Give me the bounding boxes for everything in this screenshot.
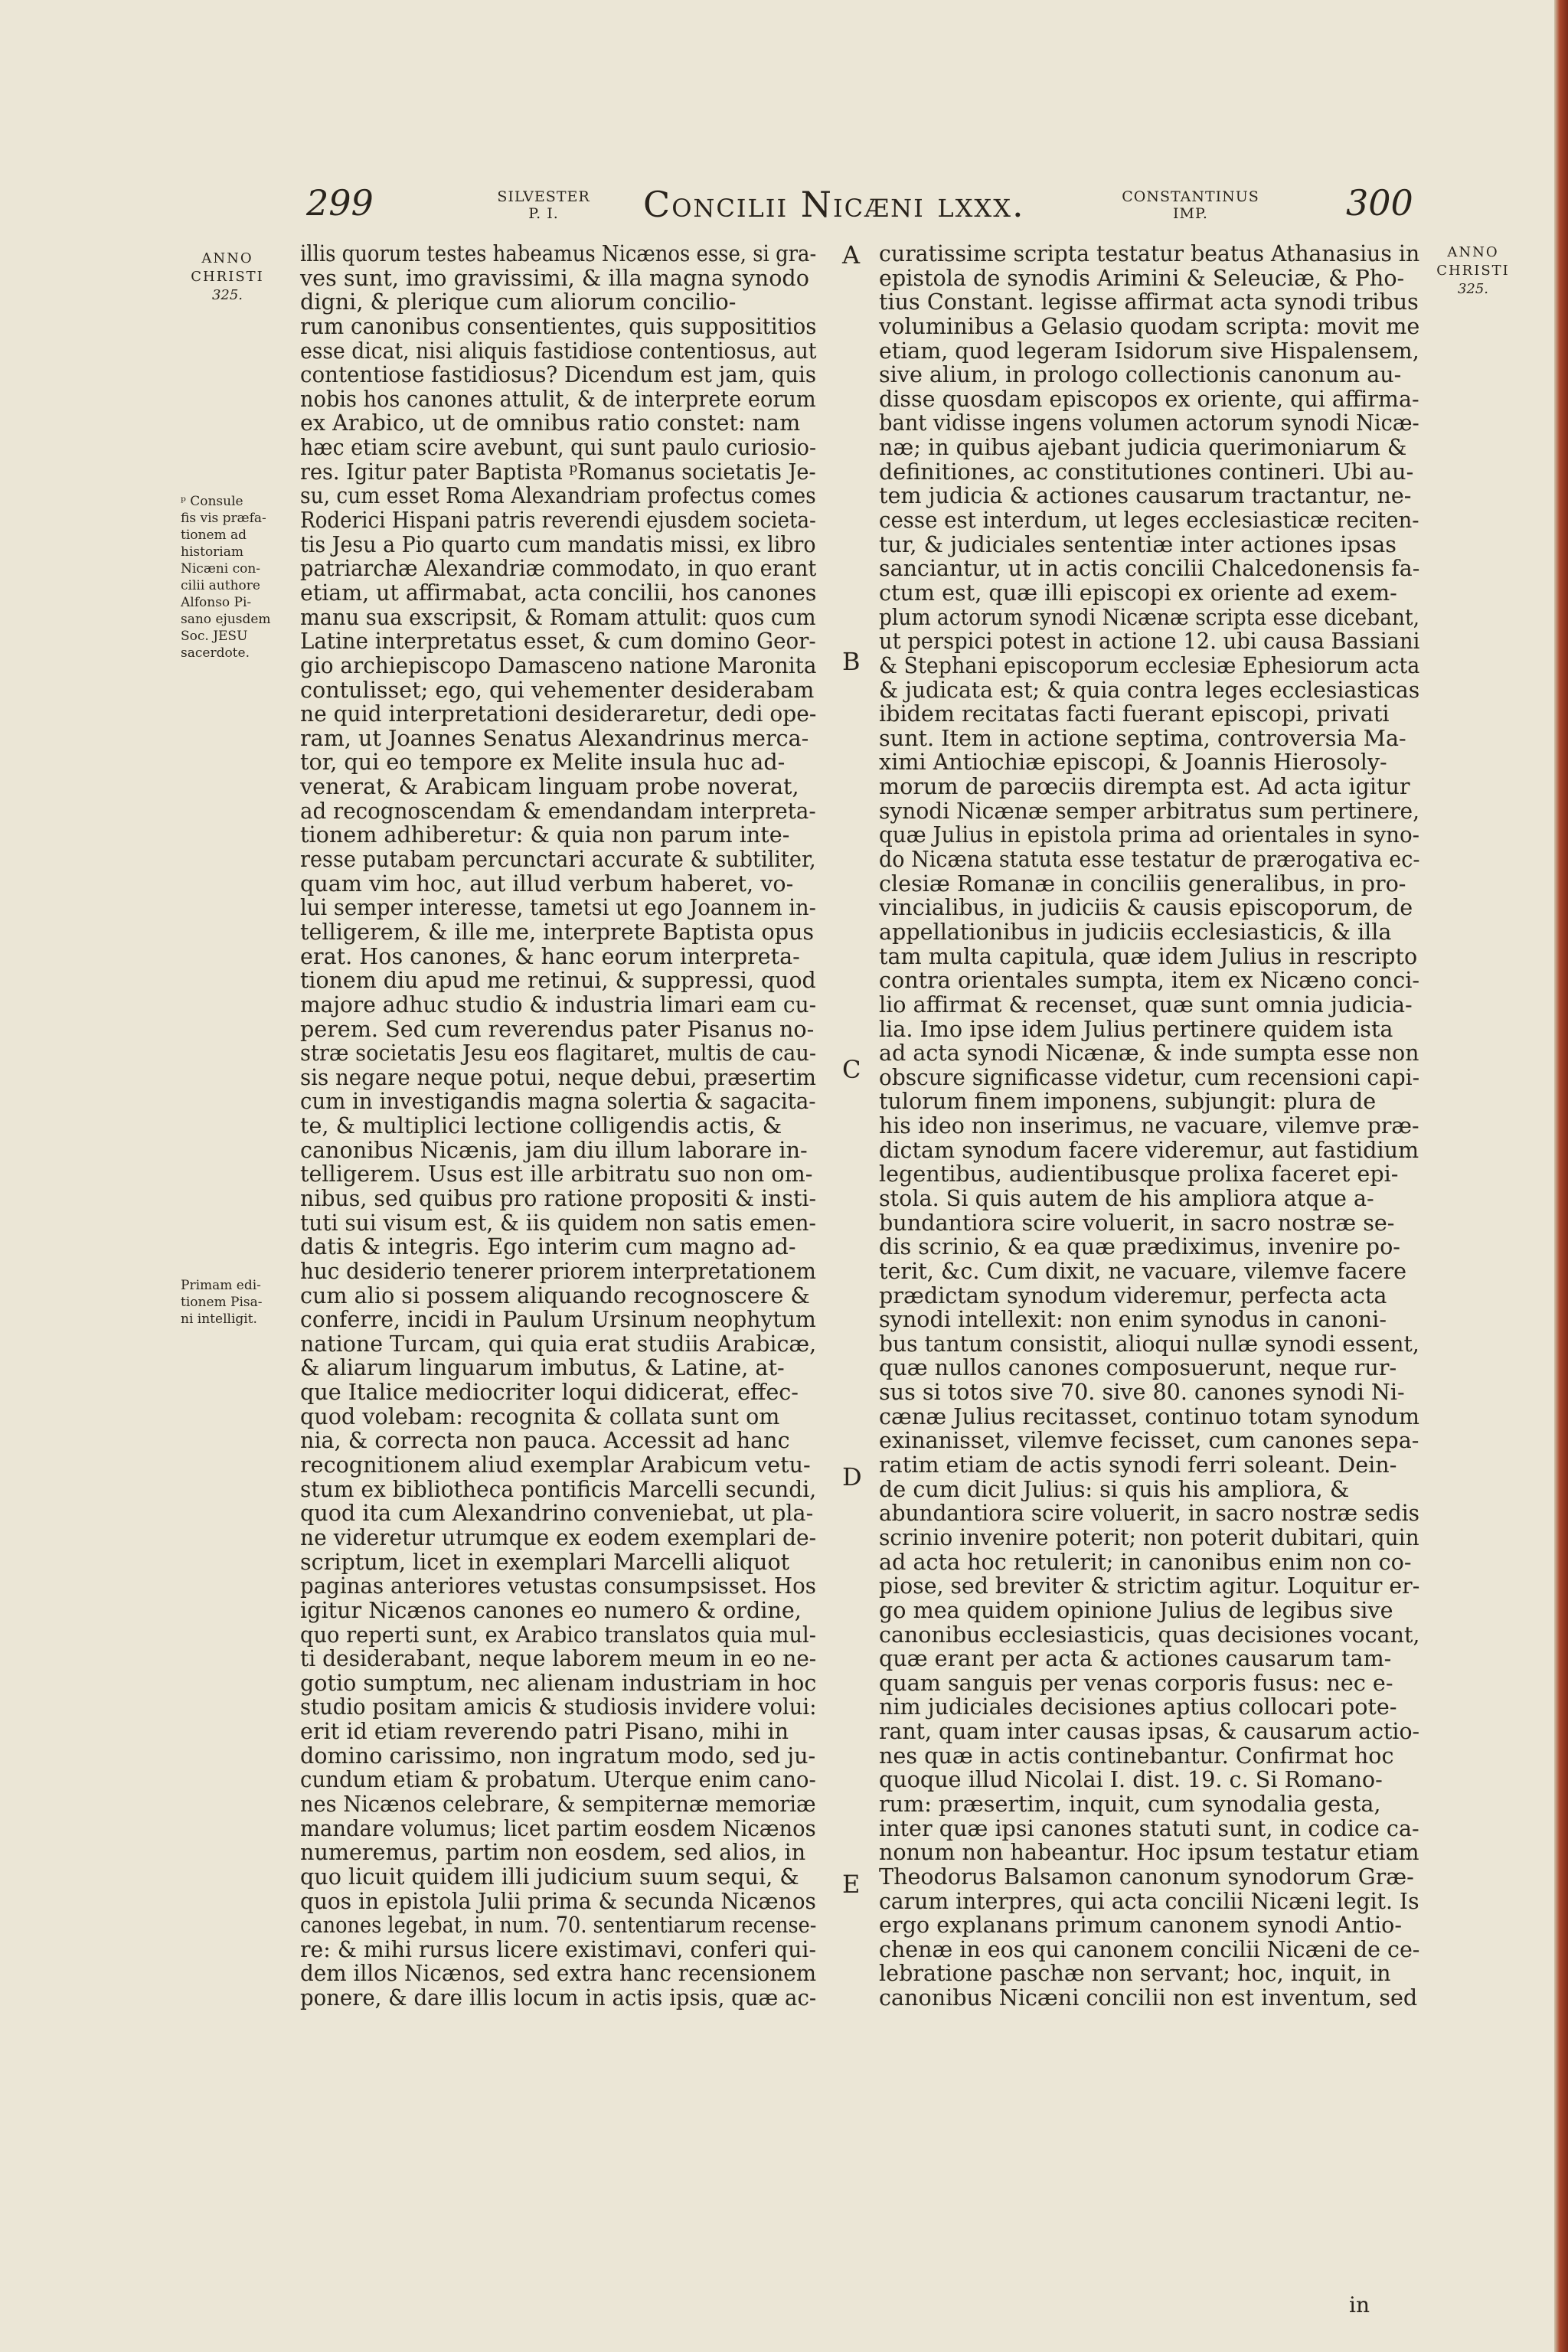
text-line: erit id etiam reverendo patri Pisano, mihi in [300, 1718, 789, 1745]
text-line: ex Arabico, ut de omnibus ratio constet: nam [300, 410, 801, 436]
text-line: disse quosdam episcopos ex oriente, qui affirma- [879, 385, 1419, 412]
text-line: vincialibus, in judiciis & causis episcoporum, de [879, 894, 1413, 921]
side-note-line: Nicæni con- [181, 561, 261, 577]
side-note [181, 1277, 282, 1328]
text-line: huc desiderio tenerer priorem interpretationem [300, 1257, 816, 1284]
page-title: Concilii Nicæni lxxx. [643, 184, 1025, 225]
text-line: prædictam synodum videremur, perfecta acta [879, 1282, 1387, 1308]
text-line: tionem adhiberetur: & quia non parum inte- [300, 822, 790, 848]
running-head-right [1102, 188, 1279, 222]
side-note-line: tionem ad [181, 528, 247, 543]
text-line: abundantiora scire voluerit, in sacro nostræ sedis [879, 1500, 1419, 1527]
text-line: nibus, sed quibus pro ratione propositi & insti- [300, 1184, 817, 1211]
text-line: scrinio invenire poterit; non poterit dubitari, quin [879, 1524, 1419, 1550]
text-line: contra orientales sumpta, item ex Nicæno conci- [879, 967, 1420, 994]
margin-year-line: ANNO [201, 250, 253, 266]
text-line: paginas anteriores vetustas consumpsisset. Hos [300, 1573, 816, 1599]
text-line: nia, & correcta non pauca. Accessit ad hanc [300, 1427, 790, 1454]
text-line: canonibus Nicæni concilii non est inventum, sed [879, 1984, 1418, 2011]
text-line: chenæ in eos qui canonem concilii Nicæni de ce- [879, 1936, 1420, 1962]
text-line: his ideo non inserimus, ne vacuare, vilemve præ- [879, 1112, 1419, 1139]
side-note-line: fis vis præfa- [181, 511, 266, 526]
text-line: appellationibus in judiciis ecclesiasticis, & illa [879, 918, 1392, 945]
text-line: numeremus, partim non eosdem, sed alios, in [300, 1839, 806, 1866]
text-line: contentiose fastidiosus? Dicendum est jam, quis [300, 361, 817, 388]
text-line: lio affirmat & recenset, quæ sunt omnia judicia- [879, 991, 1413, 1018]
text-line: nonum non habeantur. Hoc ipsum testatur etiam [879, 1839, 1419, 1866]
text-line: stola. Si quis autem de his ampliora atque a- [879, 1184, 1374, 1211]
text-line: stum ex bibliotheca pontificis Marcelli secundi, [300, 1475, 817, 1502]
text-line: datis & integris. Ego interim cum magno ad- [300, 1233, 796, 1260]
side-note-line: ᵖ Consule [181, 494, 243, 509]
margin-year-line: CHRISTI [191, 269, 264, 285]
text-line: domino carissimo, non ingratum modo, sed ju- [300, 1742, 816, 1769]
text-line: tulorum finem imponens, subjungit: plura de [879, 1088, 1377, 1115]
running-head-right-line: IMP. [1173, 205, 1208, 222]
text-line: dictam synodum facere videremur, aut fastidium [879, 1136, 1419, 1163]
text-line: canonibus ecclesiasticis, quas decisiones vocant, [879, 1621, 1420, 1648]
text-line: ergo explanans primum canonem synodi Antio- [879, 1912, 1403, 1939]
text-line: nes Nicænos celebrare, & sempiternæ memoriæ [300, 1791, 816, 1817]
section-letter: B [842, 647, 861, 676]
text-line: lebratione paschæ non servant; hoc, inquit, in [879, 1960, 1391, 1987]
margin-year-left [178, 250, 277, 305]
text-line: rum: præsertim, inquit, cum synodalia gesta, [879, 1791, 1381, 1817]
text-line: tam multa capitula, quæ idem Julius in rescripto [879, 942, 1418, 969]
margin-year-line: ANNO [1447, 244, 1499, 260]
text-line: quæ Julius in epistola prima ad orientales in syno- [879, 822, 1420, 848]
text-line: ponere, & dare illis locum in actis ipsis, quæ ac- [300, 1984, 817, 2011]
text-line: nes quæ in actis continebantur. Confirmat hoc [879, 1742, 1394, 1769]
text-line: tem judicia & actiones causarum tractantur, ne- [879, 482, 1412, 509]
side-note-line: Primam edi- [181, 1278, 261, 1293]
text-line: gotio sumptum, nec alienam industriam in hoc [300, 1669, 817, 1696]
text-line: patriarchæ Alexandriæ commodato, in quo erant [300, 555, 817, 582]
text-line: scriptum, licet in exemplari Marcelli aliquot [300, 1548, 790, 1575]
text-line: quæ nullos canones composuerunt, neque rur- [879, 1354, 1397, 1381]
text-line: næ; in quibus ajebant judicia querimoniarum & [879, 434, 1407, 461]
margin-year-line: CHRISTI [1436, 263, 1510, 279]
text-line: do Nicæna statuta esse testatur de prærogativa ec- [879, 846, 1420, 873]
text-line: canones legebat, in num. 70. sententiarum recense- [300, 1912, 817, 1939]
text-line: obscure significasse videtur, cum recensioni capi- [879, 1063, 1420, 1090]
text-line: nim judiciales decisiones aptius collocari pote- [879, 1694, 1397, 1720]
text-line: etiam, quod legeram Isidorum sive Hispalensem, [879, 337, 1419, 364]
text-line: ad acta synodi Nicænæ, & inde sumpta esse non [879, 1040, 1419, 1067]
text-line: ctum est, quæ illi episcopi ex oriente ad exem- [879, 579, 1397, 606]
text-line: conferre, incidi in Paulum Ursinum neophytum [300, 1306, 816, 1333]
section-letter: A [842, 240, 861, 270]
text-line: quo reperti sunt, ex Arabico translatos quia mul- [300, 1621, 816, 1648]
text-line: ad recognoscendam & emendandam interpreta- [300, 797, 816, 824]
side-note-line: historiam [181, 544, 243, 560]
side-note-line: sacerdote. [181, 645, 250, 661]
text-line: quod ita cum Alexandrino conveniebat, ut pla- [300, 1500, 814, 1527]
text-line: & Stephani episcoporum ecclesiæ Ephesiorum acta [879, 652, 1420, 678]
text-line: digni, & plerique cum aliorum concilio- [300, 289, 737, 315]
side-note [181, 493, 282, 662]
text-line: bant vidisse ingens volumen actorum synodi Nicæ- [879, 410, 1419, 436]
text-line: quos in epistola Julii prima & secunda Nicænos [300, 1887, 816, 1914]
text-line: erat. Hos canones, & hanc eorum interpreta- [300, 942, 800, 969]
text-line: carum interpres, qui acta concilii Nicæni legit. Is [879, 1887, 1419, 1914]
text-line: cesse est interdum, ut leges ecclesiasticæ reciten- [879, 507, 1419, 534]
text-line: sus si totos sive 70. sive 80. canones synodi Ni- [879, 1379, 1405, 1406]
text-line: tius Constant. legisse affirmat acta synodi tribus [879, 289, 1419, 315]
page-edge [1554, 0, 1568, 2352]
text-line: quæ erant per acta & actiones causarum tam- [879, 1645, 1392, 1672]
text-line: manu sua exscripsit, & Romam attulit: quos cum [300, 603, 816, 630]
text-line: illis quorum testes habeamus Nicænos esse, si gra- [300, 240, 817, 266]
running-header [0, 175, 1554, 236]
text-line: bundantiora scire voluerit, in sacro nostræ se- [879, 1209, 1395, 1236]
text-line: ibidem recitatas facti fuerant episcopi, privati [879, 701, 1390, 727]
page-number-right: 300 [1346, 182, 1413, 224]
section-letter: C [842, 1055, 861, 1084]
text-line: quam sanguis per venas corporis fusus: nec e- [879, 1669, 1393, 1696]
text-line: legentibus, audientibusque prolixa faceret epi- [879, 1161, 1399, 1187]
text-line: tuti sui visum est, & iis quidem non satis emen- [300, 1209, 816, 1236]
text-line: re: & mihi rursus licere existimavi, conferi qui- [300, 1936, 817, 1962]
text-line: que Italice mediocriter loqui didicerat, effec- [300, 1379, 799, 1406]
running-head-left [475, 188, 612, 222]
text-line: piose, sed breviter & strictim agitur. Loquitur er- [879, 1573, 1420, 1599]
text-line: lui semper interesse, tametsi ut ego Joannem in- [300, 894, 816, 921]
text-line: perem. Sed cum reverendus pater Pisanus no- [300, 1015, 815, 1042]
text-line: epistola de synodis Arimini & Seleuciæ, & Pho- [879, 264, 1405, 291]
text-line: ves sunt, imo gravissimi, & illa magna synodo [300, 264, 809, 291]
text-line: su, cum esset Roma Alexandriam profectus comes [300, 482, 816, 509]
text-line: studio positam amicis & studiosis invidere volui: [300, 1694, 817, 1720]
section-letter: E [842, 1870, 861, 1899]
text-line: tor, qui eo tempore ex Melite insula huc ad- [300, 749, 786, 776]
text-line: terit, &c. Cum dixit, ne vacuare, vilemve facere [879, 1257, 1407, 1284]
text-line: recognitionem aliud exemplar Arabicum vetu- [300, 1452, 811, 1478]
text-line: definitiones, ac constitutiones contineri. Ubi au- [879, 458, 1414, 485]
text-line: sanciantur, ut in actis concilii Chalcedonensis fa- [879, 555, 1420, 582]
text-line: Latine interpretatus esset, & cum domino Geor- [300, 628, 816, 655]
text-line: ram, ut Joannes Senatus Alexandrinus merca- [300, 724, 809, 751]
text-line: stræ societatis Jesu eos flagitaret, multis de cau- [300, 1040, 817, 1067]
text-line: ne videretur utrumque ex eodem exemplari de- [300, 1524, 817, 1550]
right-text-column [879, 242, 1419, 2011]
text-line: quam vim hoc, aut illud verbum haberet, vo- [300, 870, 794, 897]
text-line: go mea quidem opinione Julius de legibus sive [879, 1596, 1393, 1623]
text-line: telligerem, & ille me, interprete Baptista opus [300, 918, 815, 945]
text-line: morum de parœciis dirempta est. Ad acta igitur [879, 773, 1410, 800]
text-line: sis negare neque potui, neque debui, præsertim [300, 1063, 816, 1090]
text-line: curatissime scripta testatur beatus Athanasius in [879, 240, 1420, 266]
text-line: & aliarum linguarum imbutus, & Latine, at- [300, 1354, 785, 1381]
text-line: cum in investigandis magna solertia & sagacita- [300, 1088, 816, 1115]
text-line: res. Igitur pater Baptista ᵖRomanus societatis Je- [300, 458, 816, 485]
text-line: te, & multiplici lectione colligendis actis, & [300, 1112, 782, 1139]
text-line: cum alio si possem aliquando recognoscere & [300, 1282, 810, 1308]
text-line: sive alium, in prologo collectionis canonum au- [879, 361, 1402, 388]
text-line: esse dicat, nisi aliquis fastidiose contentiosus, aut [300, 337, 817, 364]
text-line: plum actorum synodi Nicænæ scripta esse dicebant, [879, 603, 1420, 630]
text-line: nobis hos canones attulit, & de interprete eorum [300, 385, 816, 412]
text-line: gio archiepiscopo Damasceno natione Maronita [300, 652, 817, 678]
text-line: ne quid interpretationi desideraretur, dedi ope- [300, 701, 817, 727]
text-line: quod volebam: recognita & collata sunt om [300, 1403, 780, 1429]
running-head-left-line: SILVESTER [497, 188, 590, 205]
text-line: & judicata est; & quia contra leges ecclesiasticas [879, 676, 1420, 703]
text-line: quoque illud Nicolai I. dist. 19. c. Si Romano- [879, 1766, 1383, 1793]
text-line: ut perspici potest in actione 12. ubi causa Bassiani [879, 628, 1420, 655]
page-number-left: 299 [306, 182, 374, 224]
text-line: rum canonibus consentientes, quis supposititios [300, 312, 817, 339]
text-line: cundum etiam & probatum. Uterque enim cano- [300, 1766, 816, 1793]
text-line: Roderici Hispani patris reverendi ejusdem societa- [300, 507, 816, 534]
text-line: hæc etiam scire avebunt, qui sunt paulo curiosio- [300, 434, 817, 461]
side-note-line: ni intelligit. [181, 1312, 257, 1327]
catchword: in [1349, 2292, 1370, 2318]
text-line: etiam, ut affirmabat, acta concilii, hos canones [300, 579, 817, 606]
text-line: synodi Nicænæ semper arbitratus sum pertinere, [879, 797, 1420, 824]
section-letter: D [842, 1462, 862, 1491]
text-line: Theodorus Balsamon canonum synodorum Græ- [879, 1863, 1414, 1890]
text-line: clesiæ Romanæ in conciliis generalibus, in pro- [879, 870, 1406, 897]
text-line: inter quæ ipsi canones statuti sunt, in codice ca- [879, 1815, 1419, 1841]
text-line: synodi intellexit: non enim synodus in canoni- [879, 1306, 1387, 1333]
text-line: telligerem. Usus est ille arbitratu suo non om- [300, 1161, 813, 1187]
text-line: dem illos Nicænos, sed extra hanc recensionem [300, 1960, 817, 1987]
running-head-left-line: P. I. [528, 205, 559, 222]
text-line: ximi Antiochiæ episcopi, & Joannis Hierosoly- [879, 749, 1387, 776]
margin-year-value: 325. [1457, 281, 1489, 297]
text-line: sunt. Item in actione septima, controversia Ma- [879, 724, 1406, 751]
text-line: ti desiderabant, neque laborem meum in eo ne- [300, 1645, 817, 1672]
side-note-line: cilii authore [181, 578, 260, 593]
text-line: majore adhuc studio & industria limari eam cu- [300, 991, 817, 1018]
text-line: igitur Nicænos canones eo numero & ordine, [300, 1596, 802, 1623]
left-text-column [300, 242, 816, 2011]
text-line: mandare volumus; licet partim eosdem Nicænos [300, 1815, 816, 1841]
side-note-line: Soc. JESU [181, 629, 248, 644]
text-line: exinanisset, vilemve fecisset, cum canones sepa- [879, 1427, 1419, 1454]
text-line: resse putabam percunctari accurate & subtiliter, [300, 846, 816, 873]
side-note-line: sano ejusdem [181, 612, 271, 627]
running-head-right-line: CONSTANTINUS [1122, 188, 1259, 205]
text-line: tis Jesu a Pio quarto cum mandatis missi, ex libro [300, 531, 816, 557]
margin-year-value: 325. [211, 287, 243, 303]
text-line: quo licuit quidem illi judicium suum sequi, & [300, 1863, 799, 1890]
text-line: tionem diu apud me retinui, & suppressi, quod [300, 967, 816, 994]
text-line: ratim etiam de actis synodi ferri soleant. Dein- [879, 1452, 1397, 1478]
text-line: bus tantum consistit, alioqui nullæ synodi essent, [879, 1330, 1419, 1357]
text-line: canonibus Nicænis, jam diu illum laborare in- [300, 1136, 808, 1163]
text-line: voluminibus a Gelasio quodam scripta: movit me [879, 312, 1420, 339]
text-line: ad acta hoc retulerit; in canonibus enim non co- [879, 1548, 1412, 1575]
text-line: tur, & judiciales sententiæ inter actiones ipsas [879, 531, 1396, 557]
text-line: dis scrinio, & ea quæ prædiximus, invenire po- [879, 1233, 1400, 1260]
side-note-line: tionem Pisa- [181, 1295, 263, 1310]
text-line: venerat, & Arabicam linguam probe noverat, [300, 773, 799, 800]
margin-year-right [1427, 243, 1519, 299]
text-line: contulisset; ego, qui vehementer desiderabam [300, 676, 815, 703]
text-line: rant, quam inter causas ipsas, & causarum actio- [879, 1718, 1420, 1745]
text-line: natione Turcam, qui quia erat studiis Arabicæ, [300, 1330, 817, 1357]
side-note-line: Alfonso Pi- [181, 595, 252, 610]
text-line: de cum dicit Julius: si quis his ampliora, & [879, 1475, 1350, 1502]
text-line: lia. Imo ipse idem Julius pertinere quidem ista [879, 1015, 1393, 1042]
text-line: cænæ Julius recitasset, continuo totam synodum [879, 1403, 1420, 1429]
